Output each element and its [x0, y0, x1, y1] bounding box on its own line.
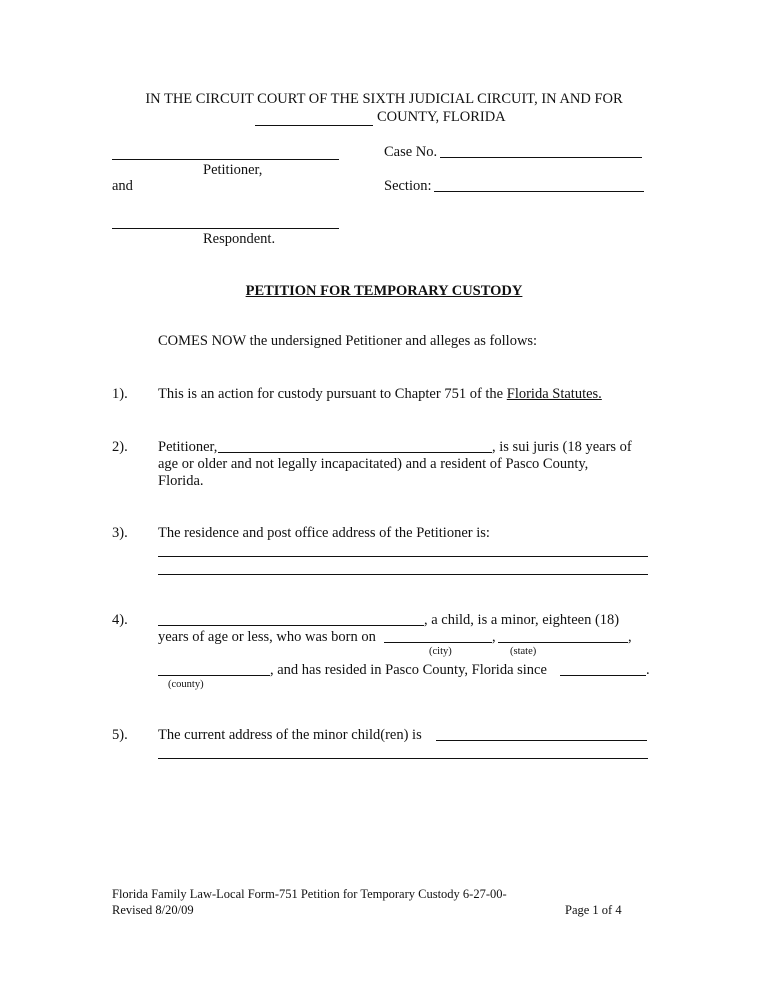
item-2-suffix: , is sui juris (18 years of	[492, 439, 632, 455]
item-5-number: 5).	[112, 727, 128, 743]
address-blank-1	[158, 556, 648, 557]
item-2-line3: Florida.	[158, 473, 204, 489]
form-identifier: Florida Family Law-Local Form-751 Petition for Temporary Custody 6-27-00-	[112, 887, 507, 901]
item-1-body: This is an action for custody pursuant to Chapter 751 of the	[158, 386, 504, 402]
child-address-blank-2	[158, 758, 648, 759]
item-4-suffix: , a child, is a minor, eighteen (18)	[424, 612, 620, 628]
item-4-line2: years of age or less, who was born on	[158, 629, 376, 645]
court-heading: IN THE CIRCUIT COURT OF THE SIXTH JUDICIAL CIRCUIT, IN AND FOR	[145, 91, 623, 107]
revision-date: Revised 8/20/09	[112, 903, 194, 917]
state-caption: (state)	[510, 646, 537, 657]
city-blank	[384, 642, 492, 643]
state-blank	[498, 642, 628, 643]
statute-reference: Florida Statutes.	[506, 386, 602, 402]
document-title: PETITION FOR TEMPORARY CUSTODY	[245, 283, 523, 299]
county-label: COUNTY, FLORIDA	[377, 109, 506, 125]
item-2-line2: age or older and not legally incapacitated) and a resident of Pasco County,	[158, 456, 589, 472]
and-label: and	[112, 178, 133, 194]
item-1-text	[158, 386, 602, 403]
section-blank	[434, 191, 644, 192]
county-field-blank	[158, 675, 270, 676]
county-caption: (county)	[168, 679, 204, 690]
petitioner-label: Petitioner,	[203, 162, 263, 178]
address-blank-2	[158, 574, 648, 575]
item-5-text: The current address of the minor child(ren) is	[158, 727, 422, 743]
since-date-blank	[560, 675, 646, 676]
comma-2: ,	[628, 629, 632, 645]
item-3-text: The residence and post office address of the Petitioner is:	[158, 525, 490, 541]
petitioner-name-blank	[112, 159, 339, 160]
respondent-label: Respondent.	[203, 231, 276, 247]
city-caption: (city)	[429, 646, 452, 657]
item-1-number: 1).	[112, 386, 128, 402]
comma-1: ,	[492, 629, 496, 645]
petitioner-name-field-blank	[218, 452, 492, 453]
case-no-label: Case No.	[384, 144, 438, 160]
page-number: Page 1 of 4	[565, 903, 622, 917]
item-2-number: 2).	[112, 439, 128, 455]
item-4-number: 4).	[112, 612, 128, 628]
respondent-name-blank	[112, 228, 339, 229]
section-label: Section:	[384, 178, 432, 194]
item-2-prefix: Petitioner,	[158, 439, 218, 455]
county-blank	[255, 125, 373, 126]
item-4-period: .	[646, 662, 650, 678]
intro-text: COMES NOW the undersigned Petitioner and alleges as follows:	[158, 333, 538, 349]
case-no-blank	[440, 157, 642, 158]
item-4-line3: , and has resided in Pasco County, Florida since	[270, 662, 547, 678]
item-3-number: 3).	[112, 525, 128, 541]
child-name-blank	[158, 625, 424, 626]
child-address-blank-1	[436, 740, 647, 741]
